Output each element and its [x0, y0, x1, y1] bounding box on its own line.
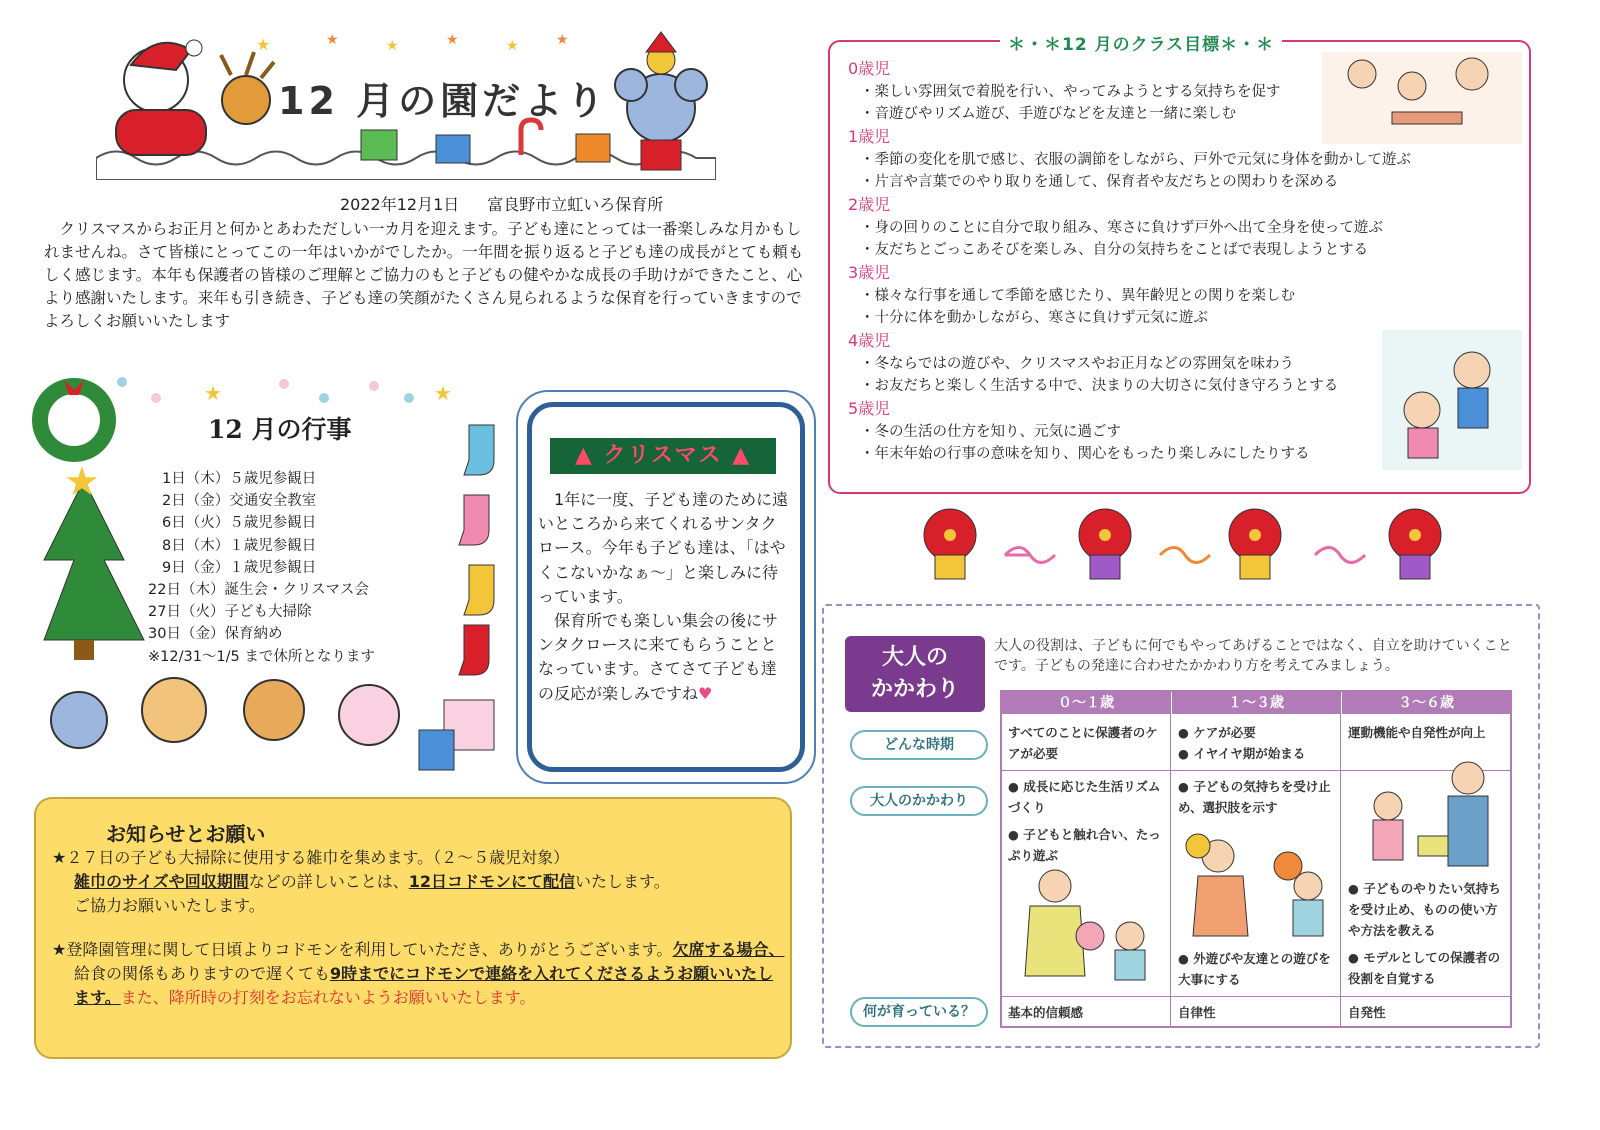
notice-item-2: ★登降園管理に関して日頃よりコドモンを利用していただき、ありがとうございます。欠席する場合、給食の関係もありますので遅くても9時までにコドモンで連絡を入れてくださるようお願いいたします。また、降所時の打刻をお忘れないようお願いいたします。: [52, 940, 785, 1007]
christmas-title: [550, 438, 776, 474]
poinsettia-icon: [1389, 509, 1441, 579]
goal-age-0: 0歳児: [848, 59, 891, 78]
goal-age-1: 1歳児: [848, 127, 891, 146]
column-header: ０～１歳: [1002, 692, 1170, 714]
svg-text:★: ★: [204, 381, 222, 405]
grows-cell: 基本的信頼感: [1008, 1005, 1084, 1020]
goal-age-3: 3歳児: [848, 263, 891, 282]
grows-cell: 自発性: [1348, 1005, 1386, 1020]
goal-item: ・年末年始の行事の意味を知り、関心をもったり楽しみにしたりする: [860, 446, 1310, 462]
svg-text:★: ★: [256, 35, 271, 54]
svg-text:★: ★: [326, 32, 339, 48]
period-cell: ● ケアが必要 ● イヤイヤ期が始まる: [1178, 725, 1306, 761]
goal-item: ・十分に体を動かしながら、寒さに負けず元気に遊ぶ: [860, 310, 1208, 326]
poinsettia-icon: [924, 509, 976, 579]
parent-baby-illustration: [1010, 866, 1160, 990]
svg-text:★: ★: [64, 459, 100, 505]
row-label: 大人のかかわり: [850, 786, 988, 816]
child-playing-illustration: [1382, 330, 1522, 470]
adult-cell: ● 外遊びや友達との遊びを大事にする: [1178, 951, 1331, 987]
adult-cell: ● 子どものやりたい気持ちを受け止め、ものの使い方や方法を教える ● モデルとしての保護者の役割を自覚する: [1348, 881, 1501, 986]
svg-text:★: ★: [434, 381, 452, 405]
goal-age-2: 2歳児: [848, 195, 891, 214]
goal-item: ・様々な行事を通して季節を感じたり、異年齢児との関りを楽しむ: [860, 288, 1295, 304]
notice-title: お知らせとお願い: [106, 822, 266, 846]
adult-cell: ● 子どもの気持ちを受け止め、選択肢を示す: [1178, 779, 1331, 815]
goal-item: ・片言や言葉でのやり取りを通して、保育者や友だちとの関わりを深める: [860, 174, 1339, 190]
events-list: [148, 468, 375, 668]
row-label: どんな時期: [850, 730, 988, 760]
row-label: 何が育っている？: [850, 997, 988, 1027]
christmas-text: [538, 488, 790, 706]
adult-cell: ● 成長に応じた生活リズムづくり ● 子どもと触れ合い、たっぷり遊ぶ: [1008, 779, 1161, 863]
goal-item: ・音遊びやリズム遊び、手遊びなどを友達と一緒に楽しむ: [860, 106, 1237, 122]
heart-icon: ♥: [698, 683, 713, 703]
goal-item: ・友だちとごっこあそびを楽しみ、自分の気持ちをことばで表現しようとする: [860, 242, 1369, 258]
goal-item: ・冬の生活の仕方を知り、元気に過ごす: [860, 424, 1121, 440]
class-goals-title: ＊・＊12 月のクラス目標＊・＊: [1000, 30, 1282, 55]
event-item: 30日（金）保育納め: [148, 626, 283, 643]
tree-icon: ▲: [574, 443, 594, 468]
column-header: ３～６歳: [1342, 692, 1510, 714]
goal-item: ・身の回りのことに自分で取り組み、寒さに負けず戸外へ出て全身を使って遊ぶ: [860, 220, 1383, 236]
goal-item: ・お友だちと楽しく生活する中で、決まりの大切さに気付き守ろうとする: [860, 378, 1339, 394]
goal-item: ・楽しい雰囲気で着脱を行い、やってみようとする気持ちを促す: [860, 84, 1281, 100]
event-item: 2日（金）交通安全教室: [162, 493, 317, 510]
children-eating-illustration: [1322, 52, 1522, 144]
notice-item-1: ★２７日の子ども大掃除に使用する雑巾を集めます。（２～５歳児対象） 雑巾のサイズや回収期間などの詳しいことは、12日コドモンにて配信いたします。 ご協力お願いいたします。: [52, 848, 670, 915]
grows-cell: 自律性: [1178, 1005, 1216, 1020]
svg-text:★: ★: [556, 32, 569, 48]
event-item: 22日（木）誕生会・クリスマス会: [148, 582, 369, 599]
period-cell: すべてのことに保護者のケアが必要: [1008, 725, 1158, 761]
events-title: 12 月の行事: [208, 415, 352, 444]
christmas-paragraph: 1年に一度、子ども達のために遠いところから来てくれるサンタクロース。今年も子ども達は、「はやくこないかなぁ～」と楽しみに待っています。: [538, 490, 789, 606]
date-line: [340, 192, 691, 215]
organization-name: 富良野市立虹いろ保育所: [487, 195, 664, 214]
poinsettia-icon: [1079, 509, 1131, 579]
issue-date: 2022年12月1日: [340, 195, 460, 214]
adult-role-description: 大人の役割は、子どもに何でもやってあげることではなく、自立を助けていくことです。子どもの発達に合わせたかかわり方を考えてみましょう。: [994, 638, 1512, 674]
christmas-paragraph: 保育所でも楽しい集会の後にサンタクロースに来てもらうこととなっています。さてさて子ども達の反応が楽しみですね♥: [538, 611, 779, 703]
poinsettia-icon: [1229, 509, 1281, 579]
page-title: 12 月の園だより: [278, 79, 609, 123]
event-note: ※12/31～1/5 まで休所となります: [148, 648, 375, 665]
adult-role-tag: 大人の かかわり: [845, 636, 985, 712]
period-cell: 運動機能や自発性が向上: [1348, 725, 1486, 740]
christmas-title-text: クリスマス: [603, 443, 723, 468]
event-item: 1日（木）５歳児参観日: [162, 471, 317, 487]
poinsettia-decoration: [905, 505, 1505, 585]
intro-paragraph: クリスマスからお正月と何かとあわただしい一カ月を迎えます。子ども達にとっては一番楽しみな月かもしれませんね。さて皆様にとってこの一年はいかがでしたか。一年間を振り返ると子ども達の成長がとても頼もしく感じます。本年も保護者の皆様のご理解とご協力のもと子どもの健やかな成長の手助けができたこと、心より感謝いたします。来年も引き続き、子ども達の笑顔がたくさん見られるような保育を行っていきますのでよろしくお願いいたします: [44, 220, 804, 330]
svg-text:★: ★: [506, 38, 519, 54]
goal-item: ・季節の変化を肌で感じ、衣服の調節をしながら、戸外で元気に身体を動かして遊ぶ: [860, 152, 1411, 168]
svg-text:★: ★: [386, 38, 399, 54]
event-item: 6日（火）５歳児参観日: [162, 515, 317, 532]
event-item: 9日（金）１歳児参観日: [162, 559, 317, 576]
column-header: １～３歳: [1172, 692, 1340, 714]
parent-toddler-illustration: [1178, 826, 1336, 944]
goal-item: ・冬ならではの遊びや、クリスマスやお正月などの雰囲気を味わう: [860, 356, 1294, 372]
goal-age-4: 4歳児: [848, 331, 891, 350]
goal-age-5: 5歳児: [848, 399, 891, 418]
tree-icon: ▲: [732, 443, 752, 468]
event-item: 27日（火）子ども大掃除: [148, 604, 312, 621]
parent-child-folding-illustration: [1348, 756, 1506, 874]
svg-text:★: ★: [446, 32, 459, 48]
event-item: 8日（木）１歳児参観日: [162, 537, 317, 554]
